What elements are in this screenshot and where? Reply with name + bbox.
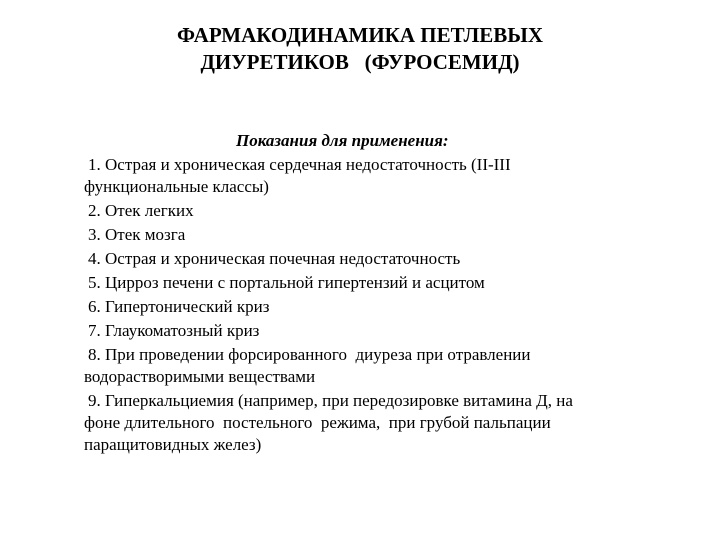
list-item-continuation: фоне длительного постельного режима, при грубой пальпации паращитовидных желез) (84, 413, 551, 454)
list-item-text: 2. Отек легких (88, 201, 194, 220)
list-item (84, 154, 684, 198)
list-item-text: 9. Гиперкальциемия (например, при передозировке витамина Д, на (88, 391, 573, 410)
slide-title-line-2: ДИУРЕТИКОВ (ФУРОСЕМИД) (200, 50, 520, 74)
list-item (84, 344, 684, 388)
list-item (84, 248, 684, 270)
list-item-text: 4. Острая и хроническая почечная недостаточность (88, 249, 461, 268)
list-item-text: 8. При проведении форсированного диуреза при отравлении (88, 345, 531, 364)
indications-section (84, 130, 684, 458)
list-item-continuation: водорастворимыми веществами (84, 367, 316, 386)
list-item-text: 6. Гипертонический криз (88, 297, 270, 316)
list-item (84, 296, 684, 318)
list-item-text: 1. Острая и хроническая сердечная недостаточность (II-III (88, 155, 511, 174)
list-item (84, 320, 684, 342)
list-item-text: 3. Отек мозга (88, 225, 186, 244)
list-item (84, 272, 684, 294)
list-item (84, 390, 684, 456)
list-item-text: 7. Глаукоматозный криз (88, 321, 260, 340)
list-item-text: 5. Цирроз печени с портальной гипертензий и асцитом (88, 273, 485, 292)
list-item (84, 200, 684, 222)
list-item (84, 224, 684, 246)
slide-title (60, 22, 660, 76)
slide-title-line-1: ФАРМАКОДИНАМИКА ПЕТЛЕВЫХ (176, 23, 544, 47)
list-item-continuation: функциональные классы) (84, 177, 269, 196)
indications-heading: Показания для применения: (236, 131, 449, 150)
